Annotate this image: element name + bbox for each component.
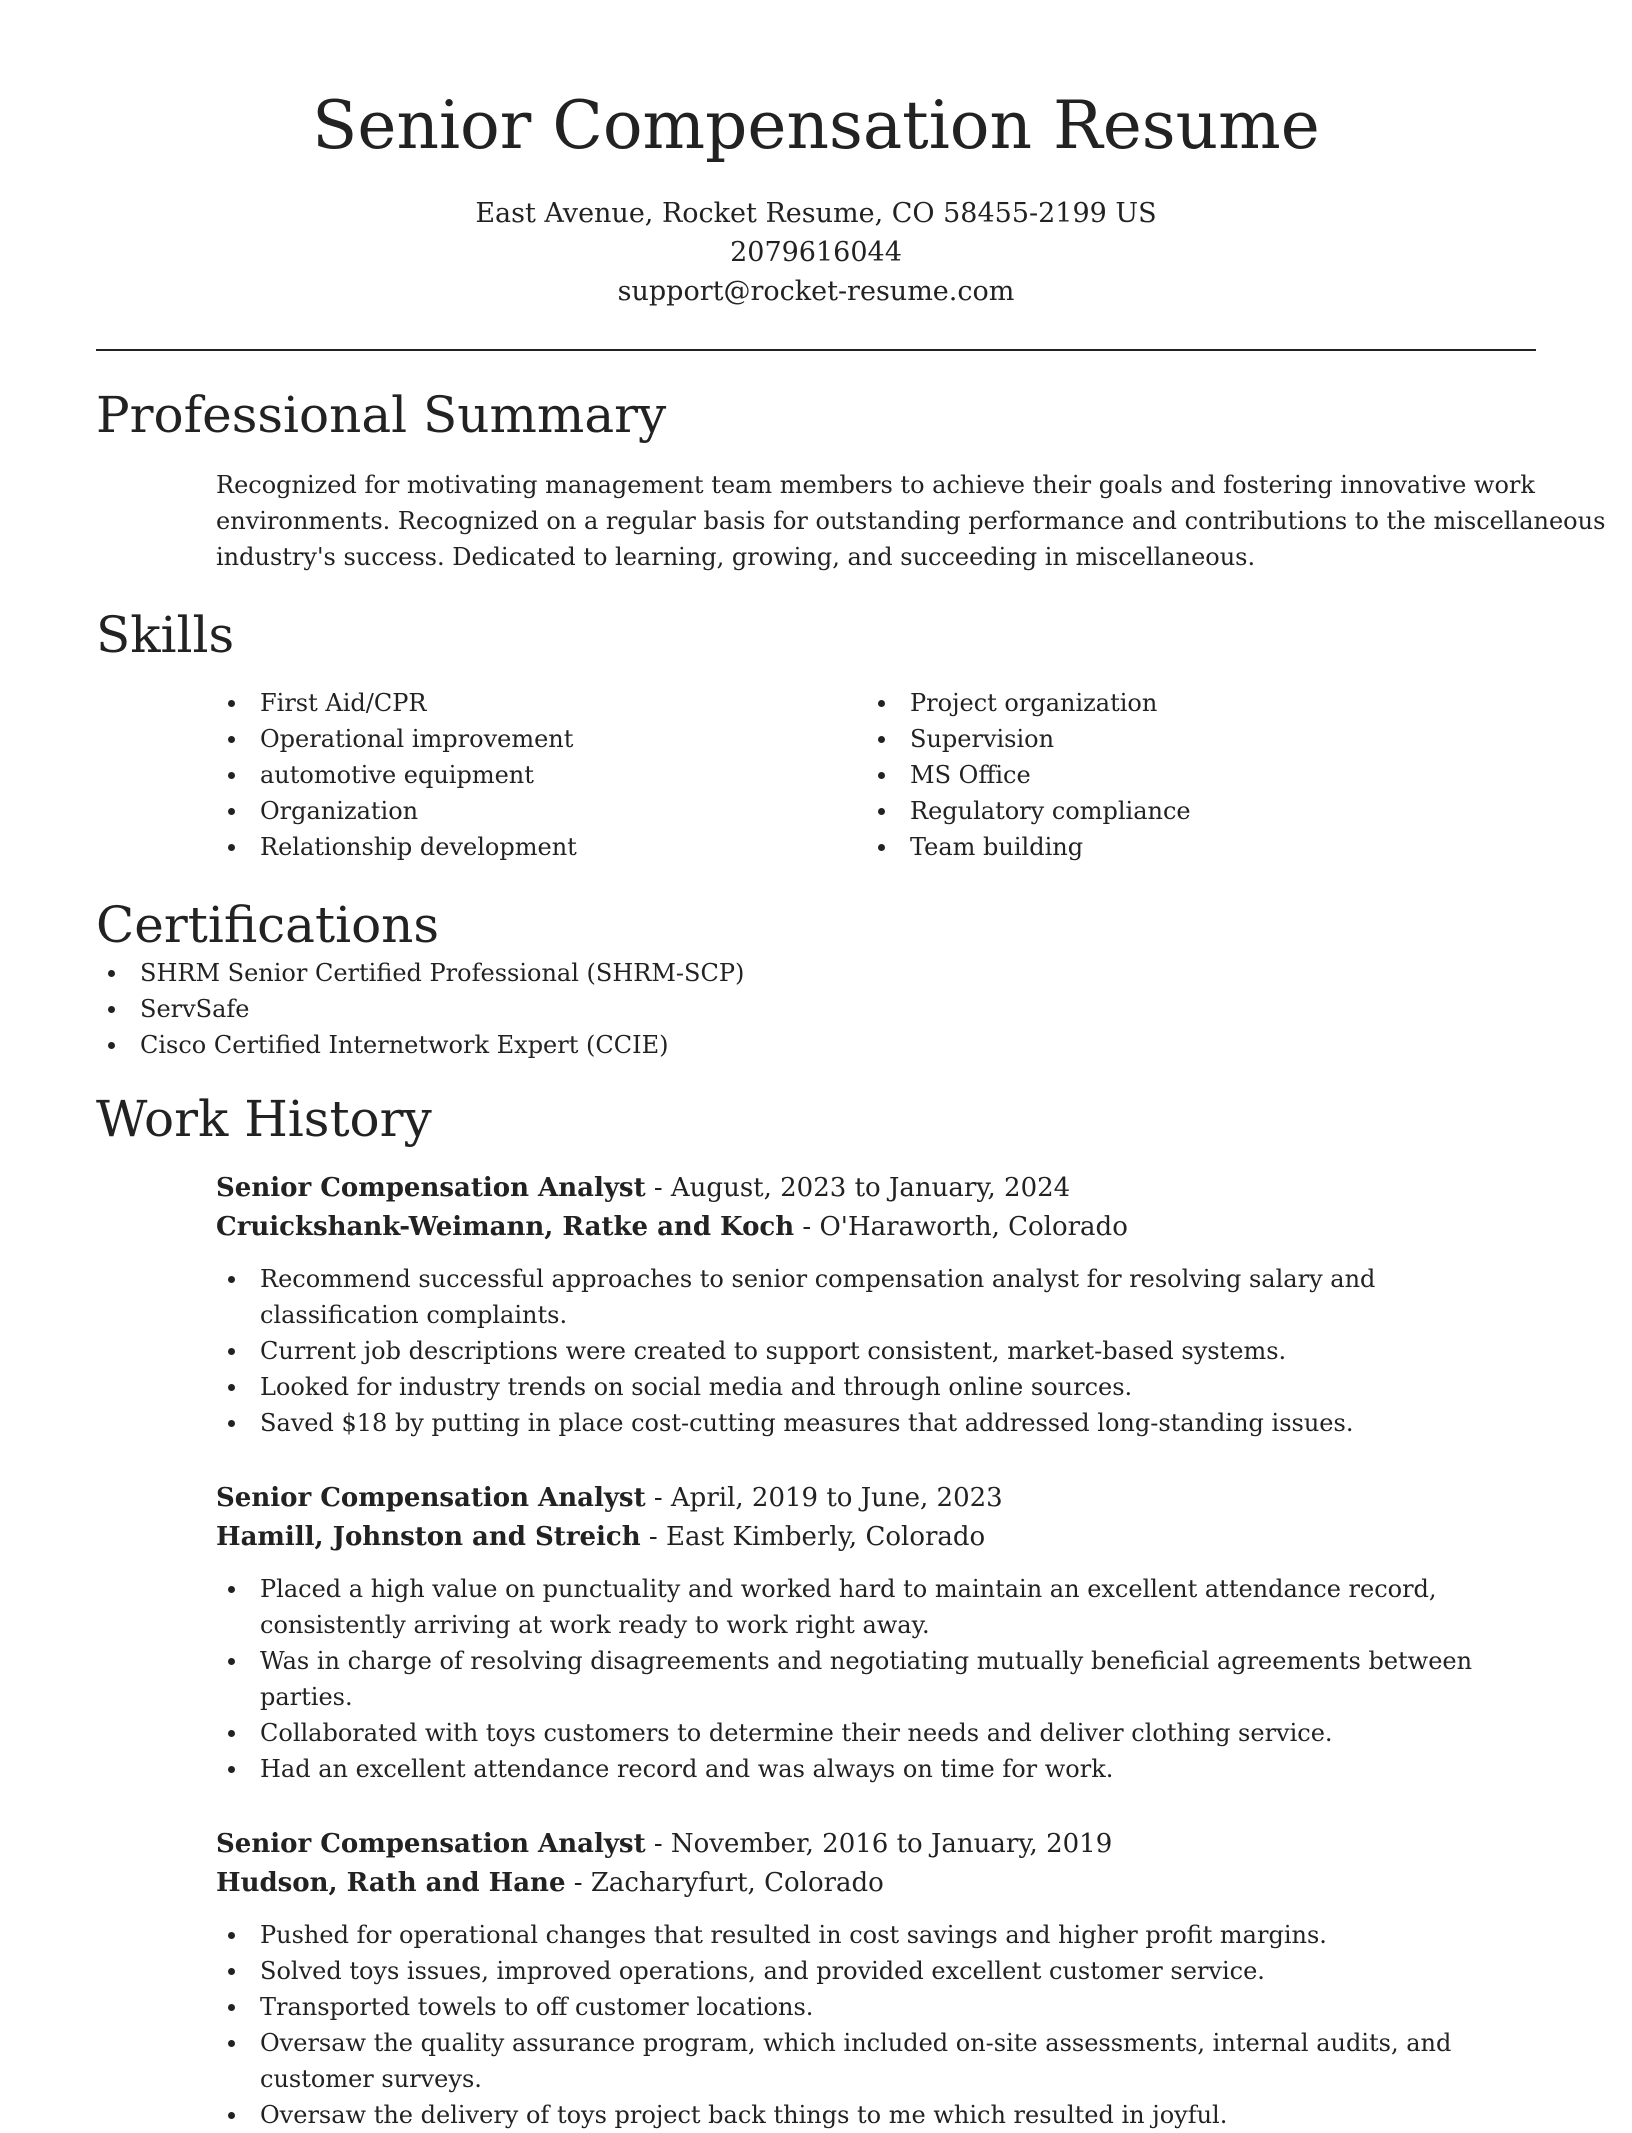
job-bullet: Recommend successful approaches to senior compensation analyst for resolving salary and classification complaints. <box>216 1261 1536 1333</box>
skills-column-left <box>216 685 866 865</box>
skill-item: automotive equipment <box>216 757 866 793</box>
skills-heading: Skills <box>96 606 235 664</box>
job-bullet: Was in charge of resolving disagreements and negotiating mutually beneficial agreements between parties. <box>216 1643 1536 1715</box>
job-bullet: Solved toys issues, improved operations, and provided excellent customer service. <box>216 1953 1536 1989</box>
phone: 2079616044 <box>730 237 902 268</box>
job-bullet: Transported towels to off customer locations. <box>216 1989 1536 2025</box>
header-divider <box>96 349 1536 351</box>
skills-list <box>216 685 1536 865</box>
skill-item: Project organization <box>866 685 1516 721</box>
skills-column-right <box>866 685 1516 865</box>
job-bullet: Current job descriptions were created to support consistent, market-based systems. <box>216 1333 1536 1369</box>
skill-item: Supervision <box>866 721 1516 757</box>
job-company: Cruickshank-Weimann, Ratke and Koch <box>216 1212 795 1242</box>
job-title-line <box>216 1825 1536 1864</box>
job-company: Hamill, Johnston and Streich <box>216 1522 641 1552</box>
address: East Avenue, Rocket Resume, CO 58455-2199 US <box>475 198 1157 229</box>
summary-text: Recognized for motivating management team members to achieve their goals and fostering innovative work environments. Recognized on a regular basis for outstanding performance and contributions to the miscellaneous industry's success. Dedicated to learning, growing, and succeeding in miscellaneous. <box>216 471 1606 571</box>
contact-block <box>96 194 1536 311</box>
job-location: - Zacharyfurt, Colorado <box>565 1868 884 1898</box>
job-bullets <box>216 1917 1536 2133</box>
job-bullet: Pushed for operational changes that resulted in cost savings and higher profit margins. <box>216 1917 1536 1953</box>
job-bullets <box>216 1571 1536 1787</box>
skill-item: Team building <box>866 829 1516 865</box>
job-dates: - April, 2019 to June, 2023 <box>645 1483 1003 1513</box>
job-dates: - November, 2016 to January, 2019 <box>645 1829 1113 1859</box>
resume-page <box>96 0 1606 2133</box>
certification-item: Cisco Certified Internetwork Expert (CCIE) <box>96 1027 1536 1063</box>
skill-item: Relationship development <box>216 829 866 865</box>
email: support@rocket-resume.com <box>617 276 1015 307</box>
certifications-list <box>96 955 1536 1063</box>
job-company-line <box>216 1864 1536 1903</box>
job-company: Hudson, Rath and Hane <box>216 1868 566 1898</box>
job-bullet: Placed a high value on punctuality and worked hard to maintain an excellent attendance record, consistently arriving at work ready to work right away. <box>216 1571 1536 1643</box>
resume-title: Senior Compensation Resume <box>312 87 1320 164</box>
job-title: Senior Compensation Analyst <box>216 1173 646 1203</box>
job-bullet: Collaborated with toys customers to determine their needs and deliver clothing service. <box>216 1715 1536 1751</box>
job-bullet: Saved $18 by putting in place cost-cutting measures that addressed long-standing issues. <box>216 1405 1536 1441</box>
job-entry <box>216 1479 1536 1787</box>
job-location: - O'Haraworth, Colorado <box>794 1212 1128 1242</box>
skill-item: MS Office <box>866 757 1516 793</box>
certification-item: ServSafe <box>96 991 1536 1027</box>
job-entry <box>216 1169 1536 1441</box>
certifications-heading: Certifications <box>96 896 440 954</box>
skill-item: Regulatory compliance <box>866 793 1516 829</box>
summary-heading: Professional Summary <box>96 386 667 444</box>
work-history-heading: Work History <box>96 1090 432 1148</box>
job-bullet: Had an excellent attendance record and was always on time for work. <box>216 1751 1536 1787</box>
job-company-line <box>216 1208 1536 1247</box>
skill-item: First Aid/CPR <box>216 685 866 721</box>
job-bullet: Looked for industry trends on social media and through online sources. <box>216 1369 1536 1405</box>
job-bullet: Oversaw the delivery of toys project back things to me which resulted in joyful. <box>216 2097 1536 2133</box>
job-bullet: Oversaw the quality assurance program, which included on-site assessments, internal audits, and customer surveys. <box>216 2025 1536 2097</box>
skill-item: Organization <box>216 793 866 829</box>
job-title: Senior Compensation Analyst <box>216 1829 646 1859</box>
job-dates: - August, 2023 to January, 2024 <box>645 1173 1071 1203</box>
job-title: Senior Compensation Analyst <box>216 1483 646 1513</box>
skill-item: Operational improvement <box>216 721 866 757</box>
job-bullets <box>216 1261 1536 1441</box>
job-entry <box>216 1825 1536 2133</box>
certification-item: SHRM Senior Certified Professional (SHRM-SCP) <box>96 955 1536 991</box>
job-company-line <box>216 1518 1536 1557</box>
job-title-line <box>216 1479 1536 1518</box>
job-location: - East Kimberly, Colorado <box>640 1522 986 1552</box>
job-title-line <box>216 1169 1536 1208</box>
